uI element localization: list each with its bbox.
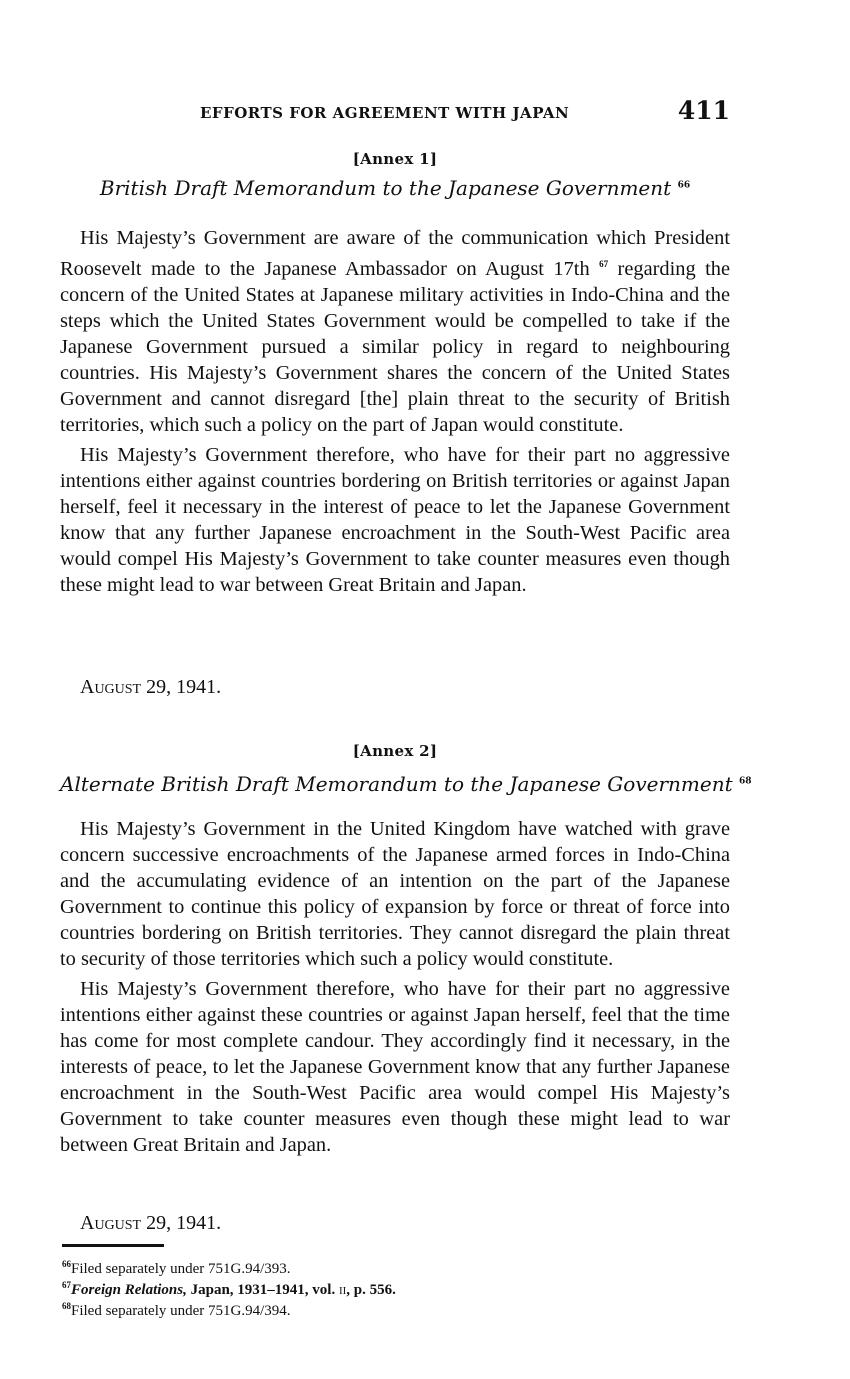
annex-1-title [60,176,730,200]
footnotes [62,1256,662,1319]
footnote-volume: ii [338,1282,347,1298]
footnote-67 [62,1277,662,1298]
footnote-66 [62,1256,662,1277]
footnote-ref-67: 67 [599,259,609,269]
footnote-ref-66: 66 [677,180,691,191]
running-title: EFFORTS FOR AGREEMENT WITH JAPAN [200,104,570,122]
footnote-text: Filed separately under 751G.94/394. [71,1303,291,1319]
footnote-number: 67 [62,1280,71,1290]
annex-2-date-month: August [80,1212,142,1234]
page-number: 411 [677,96,730,125]
footnote-68 [62,1298,662,1319]
footnote-text: Japan, 1931–1941, vol. [186,1282,339,1298]
annex-1-p1-text-b: regarding the concern of the United States at Japanese military activities in Indo-China and the steps which the United States Government would be compelled to take if the Japanese Government pursued a similar policy in regard to neighbouring countries. His Majesty’s Government shares the concern of the United States Government and cannot disregard [the] plain threat to the security of British territories, which such a policy on the part of Japan would constitute. [60,257,730,436]
annex-2-date [80,1212,221,1235]
annex-2-paragraph-1: His Majesty’s Government in the United Kingdom have watched with grave concern successive encroachments of the Japanese armed forces in Indo-China and the accumulating evidence of an intention on the part of the Japanese Government to continue this policy of expansion by force or threat of force into countries bordering on British territories. They cannot disregard the plain threat to security of those territories which such a policy would constitute. [60,818,730,970]
running-head [60,96,730,130]
annex-2-date-rest: 29, 1941. [141,1212,222,1234]
footnote-source-title: Foreign Relations, [71,1282,187,1298]
annex-1-paragraph-1 [60,225,730,438]
annex-2-label: [Annex 2] [352,742,438,760]
annex-1-date [80,676,221,699]
footnote-text-end: , p. 556. [346,1282,396,1298]
annex-2-paragraph-2: His Majesty’s Government therefore, who have for their part no aggressive intentions either against these countries or against Japan herself, feel that the time has come for most complete candour. They accordingly find it necessary, in the interests of peace, to let the Japanese Government know that any further Japanese encroachment in the South-West Pacific area would compel His Majesty’s Government to take counter measures even though these might lead to war between Great Britain and Japan. [60,978,730,1156]
annex-1-paragraph-2: His Majesty’s Government therefore, who have for their part no aggressive intentions either against countries bordering on British territories or against Japan herself, feel it necessary in the interest of peace to let the Japanese Government know that any further Japanese encroachment in the South-West Pacific area would compel His Majesty’s Government to take counter measures even though these might lead to war between Great Britain and Japan. [60,443,730,596]
footnote-number: 66 [62,1259,71,1269]
annex-2-title [60,772,752,796]
annex-1-date-month: August [80,676,142,698]
footnote-rule [62,1244,164,1247]
footnote-text: Filed separately under 751G.94/393. [71,1261,291,1277]
annex-1-body [60,225,730,598]
annex-1-date-rest: 29, 1941. [141,676,222,698]
footnote-ref-68: 68 [738,776,752,787]
annex-1-label: [Annex 1] [352,150,438,168]
annex-1-title-text: British Draft Memorandum to the Japanese Government [99,176,672,200]
annex-2-body [60,816,730,1158]
annex-1-p1-text-a: His Majesty’s Government are aware of the communication which President Roosevelt made to the Japanese Ambassador on August 17th [60,227,730,280]
footnote-number: 68 [62,1301,71,1311]
annex-2-title-text: Alternate British Draft Memorandum to the Japanese Government [60,772,733,796]
